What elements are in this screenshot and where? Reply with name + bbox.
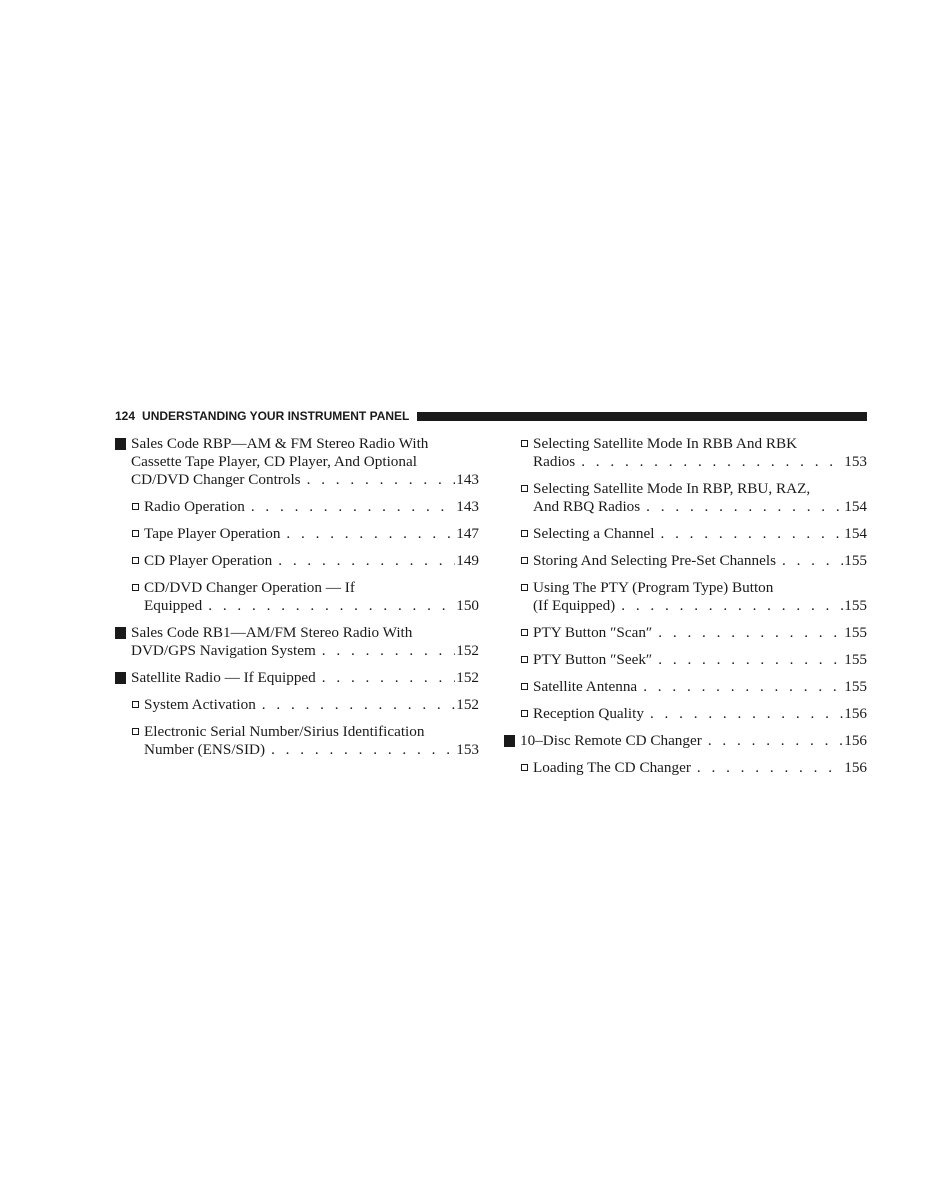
page-reference: 150 xyxy=(456,597,479,614)
entry-title-line: Satellite Antenna xyxy=(533,678,638,695)
dot-leader xyxy=(702,732,843,750)
page-reference: 153 xyxy=(844,453,867,470)
toc-subsection-entry xyxy=(115,579,479,615)
entry-leader-row xyxy=(533,498,867,516)
entry-title-line: Selecting Satellite Mode In RBP, RBU, RAZ, xyxy=(533,480,811,497)
entry-leader-row xyxy=(144,741,479,759)
entry-title-line: PTY Button ″Seek″ xyxy=(533,651,653,668)
page-reference: 155 xyxy=(844,552,867,569)
toc-subsection-entry xyxy=(504,759,867,777)
dot-leader xyxy=(316,669,455,687)
hollow-square-bullet-icon xyxy=(521,485,528,492)
toc-subsection-entry xyxy=(504,552,867,570)
entry-leader-row xyxy=(131,471,479,489)
page-reference: 152 xyxy=(456,669,479,686)
entry-title-line: System Activation xyxy=(144,696,256,713)
entry-title-line: Selecting a Channel xyxy=(533,525,655,542)
entry-title-line: And RBQ Radios xyxy=(533,498,641,515)
entry-leader-row xyxy=(131,669,479,687)
hollow-square-bullet-icon xyxy=(521,629,528,636)
toc-subsection-entry xyxy=(115,552,479,570)
entry-title-line: Tape Player Operation xyxy=(144,525,281,542)
filled-square-bullet-icon xyxy=(504,735,515,747)
dot-leader xyxy=(245,498,455,516)
entry-title-line: Electronic Serial Number/Sirius Identification xyxy=(144,723,425,740)
entry-title-line: (If Equipped) xyxy=(533,597,616,614)
page-reference: 156 xyxy=(844,732,867,749)
entry-leader-row xyxy=(144,525,479,543)
hollow-square-bullet-icon xyxy=(521,656,528,663)
page-reference: 149 xyxy=(456,552,479,569)
page-reference: 143 xyxy=(456,498,479,515)
entry-title-line: CD Player Operation xyxy=(144,552,273,569)
page-reference: 156 xyxy=(844,759,867,776)
entry-title-line: Number (ENS/SID) xyxy=(144,741,266,758)
entry-leader-row xyxy=(520,732,867,750)
toc-subsection-entry xyxy=(504,651,867,669)
toc-section-entry xyxy=(504,732,867,750)
entry-title-line: 10–Disc Remote CD Changer xyxy=(520,732,702,749)
entry-leader-row xyxy=(533,705,867,723)
entry-title-line: Satellite Radio — If Equipped xyxy=(131,669,316,686)
page-reference: 147 xyxy=(456,525,479,542)
entry-title-line: Sales Code RB1—AM/FM Stereo Radio With xyxy=(131,624,413,641)
dot-leader xyxy=(652,624,843,642)
hollow-square-bullet-icon xyxy=(132,701,139,708)
page-number: 124 xyxy=(115,409,136,423)
filled-square-bullet-icon xyxy=(115,438,126,450)
hollow-square-bullet-icon xyxy=(521,710,528,717)
entry-title-line: DVD/GPS Navigation System xyxy=(131,642,316,659)
dot-leader xyxy=(575,453,843,471)
dot-leader xyxy=(776,552,843,570)
hollow-square-bullet-icon xyxy=(521,557,528,564)
filled-square-bullet-icon xyxy=(115,627,126,639)
entry-leader-row xyxy=(533,759,867,777)
entry-leader-row xyxy=(533,678,867,696)
toc-subsection-entry xyxy=(504,435,867,471)
toc-subsection-entry xyxy=(504,705,867,723)
dot-leader xyxy=(316,642,455,660)
page-reference: 143 xyxy=(456,471,479,488)
entry-leader-row xyxy=(144,696,479,714)
hollow-square-bullet-icon xyxy=(132,503,139,510)
page-reference: 155 xyxy=(844,624,867,641)
toc-subsection-entry xyxy=(115,498,479,516)
toc-section-entry xyxy=(115,669,479,687)
hollow-square-bullet-icon xyxy=(521,683,528,690)
toc-subsection-entry xyxy=(115,723,479,759)
entry-title-line: CD/DVD Changer Controls xyxy=(131,471,301,488)
page-reference: 154 xyxy=(844,525,867,542)
dot-leader xyxy=(637,678,843,696)
page-reference: 152 xyxy=(456,696,479,713)
entry-title-line: Reception Quality xyxy=(533,705,644,722)
entry-title-line: Storing And Selecting Pre-Set Channels xyxy=(533,552,776,569)
entry-title-line: PTY Button ″Scan″ xyxy=(533,624,653,641)
entry-leader-row xyxy=(533,651,867,669)
toc-subsection-entry xyxy=(115,696,479,714)
entry-leader-row xyxy=(144,552,479,570)
toc-subsection-entry xyxy=(504,525,867,543)
page-header xyxy=(115,409,867,423)
toc-subsection-entry xyxy=(504,579,867,615)
entry-leader-row xyxy=(533,525,867,543)
header-rule xyxy=(417,412,867,421)
entry-title-line: Radios xyxy=(533,453,576,470)
page-reference: 152 xyxy=(456,642,479,659)
dot-leader xyxy=(280,525,455,543)
hollow-square-bullet-icon xyxy=(132,584,139,591)
hollow-square-bullet-icon xyxy=(132,557,139,564)
hollow-square-bullet-icon xyxy=(132,530,139,537)
entry-title-line: Equipped xyxy=(144,597,203,614)
entry-title-line: Cassette Tape Player, CD Player, And Optional xyxy=(131,453,417,470)
section-title: UNDERSTANDING YOUR INSTRUMENT PANEL xyxy=(142,409,410,423)
page-reference: 154 xyxy=(844,498,867,515)
entry-leader-row xyxy=(533,597,867,615)
toc-right-column xyxy=(504,435,867,786)
toc-left-column xyxy=(115,435,479,768)
entry-title-line: Loading The CD Changer xyxy=(533,759,691,776)
toc-section-entry xyxy=(115,435,479,489)
dot-leader xyxy=(265,741,455,759)
entry-title-line: Radio Operation xyxy=(144,498,245,515)
dot-leader xyxy=(652,651,843,669)
hollow-square-bullet-icon xyxy=(521,584,528,591)
toc-subsection-entry xyxy=(504,624,867,642)
toc-section-entry xyxy=(115,624,479,660)
entry-title-line: Sales Code RBP—AM & FM Stereo Radio With xyxy=(131,435,429,452)
dot-leader xyxy=(640,498,843,516)
hollow-square-bullet-icon xyxy=(521,440,528,447)
page-reference: 155 xyxy=(844,651,867,668)
dot-leader xyxy=(654,525,843,543)
entry-title-line: Using The PTY (Program Type) Button xyxy=(533,579,774,596)
toc-subsection-entry xyxy=(504,678,867,696)
hollow-square-bullet-icon xyxy=(521,530,528,537)
dot-leader xyxy=(272,552,455,570)
hollow-square-bullet-icon xyxy=(521,764,528,771)
entry-leader-row xyxy=(144,498,479,516)
entry-leader-row xyxy=(533,624,867,642)
page-reference: 155 xyxy=(844,597,867,614)
hollow-square-bullet-icon xyxy=(132,728,139,735)
page-reference: 155 xyxy=(844,678,867,695)
dot-leader xyxy=(202,597,455,615)
filled-square-bullet-icon xyxy=(115,672,126,684)
entry-title-line: CD/DVD Changer Operation — If xyxy=(144,579,355,596)
toc-subsection-entry xyxy=(504,480,867,516)
toc-subsection-entry xyxy=(115,525,479,543)
dot-leader xyxy=(644,705,843,723)
entry-leader-row xyxy=(131,642,479,660)
page-reference: 156 xyxy=(844,705,867,722)
dot-leader xyxy=(301,471,456,489)
dot-leader xyxy=(256,696,455,714)
page-reference: 153 xyxy=(456,741,479,758)
entry-title-line: Selecting Satellite Mode In RBB And RBK xyxy=(533,435,798,452)
entry-leader-row xyxy=(144,597,479,615)
dot-leader xyxy=(615,597,843,615)
dot-leader xyxy=(691,759,843,777)
entry-leader-row xyxy=(533,552,867,570)
entry-leader-row xyxy=(533,453,867,471)
